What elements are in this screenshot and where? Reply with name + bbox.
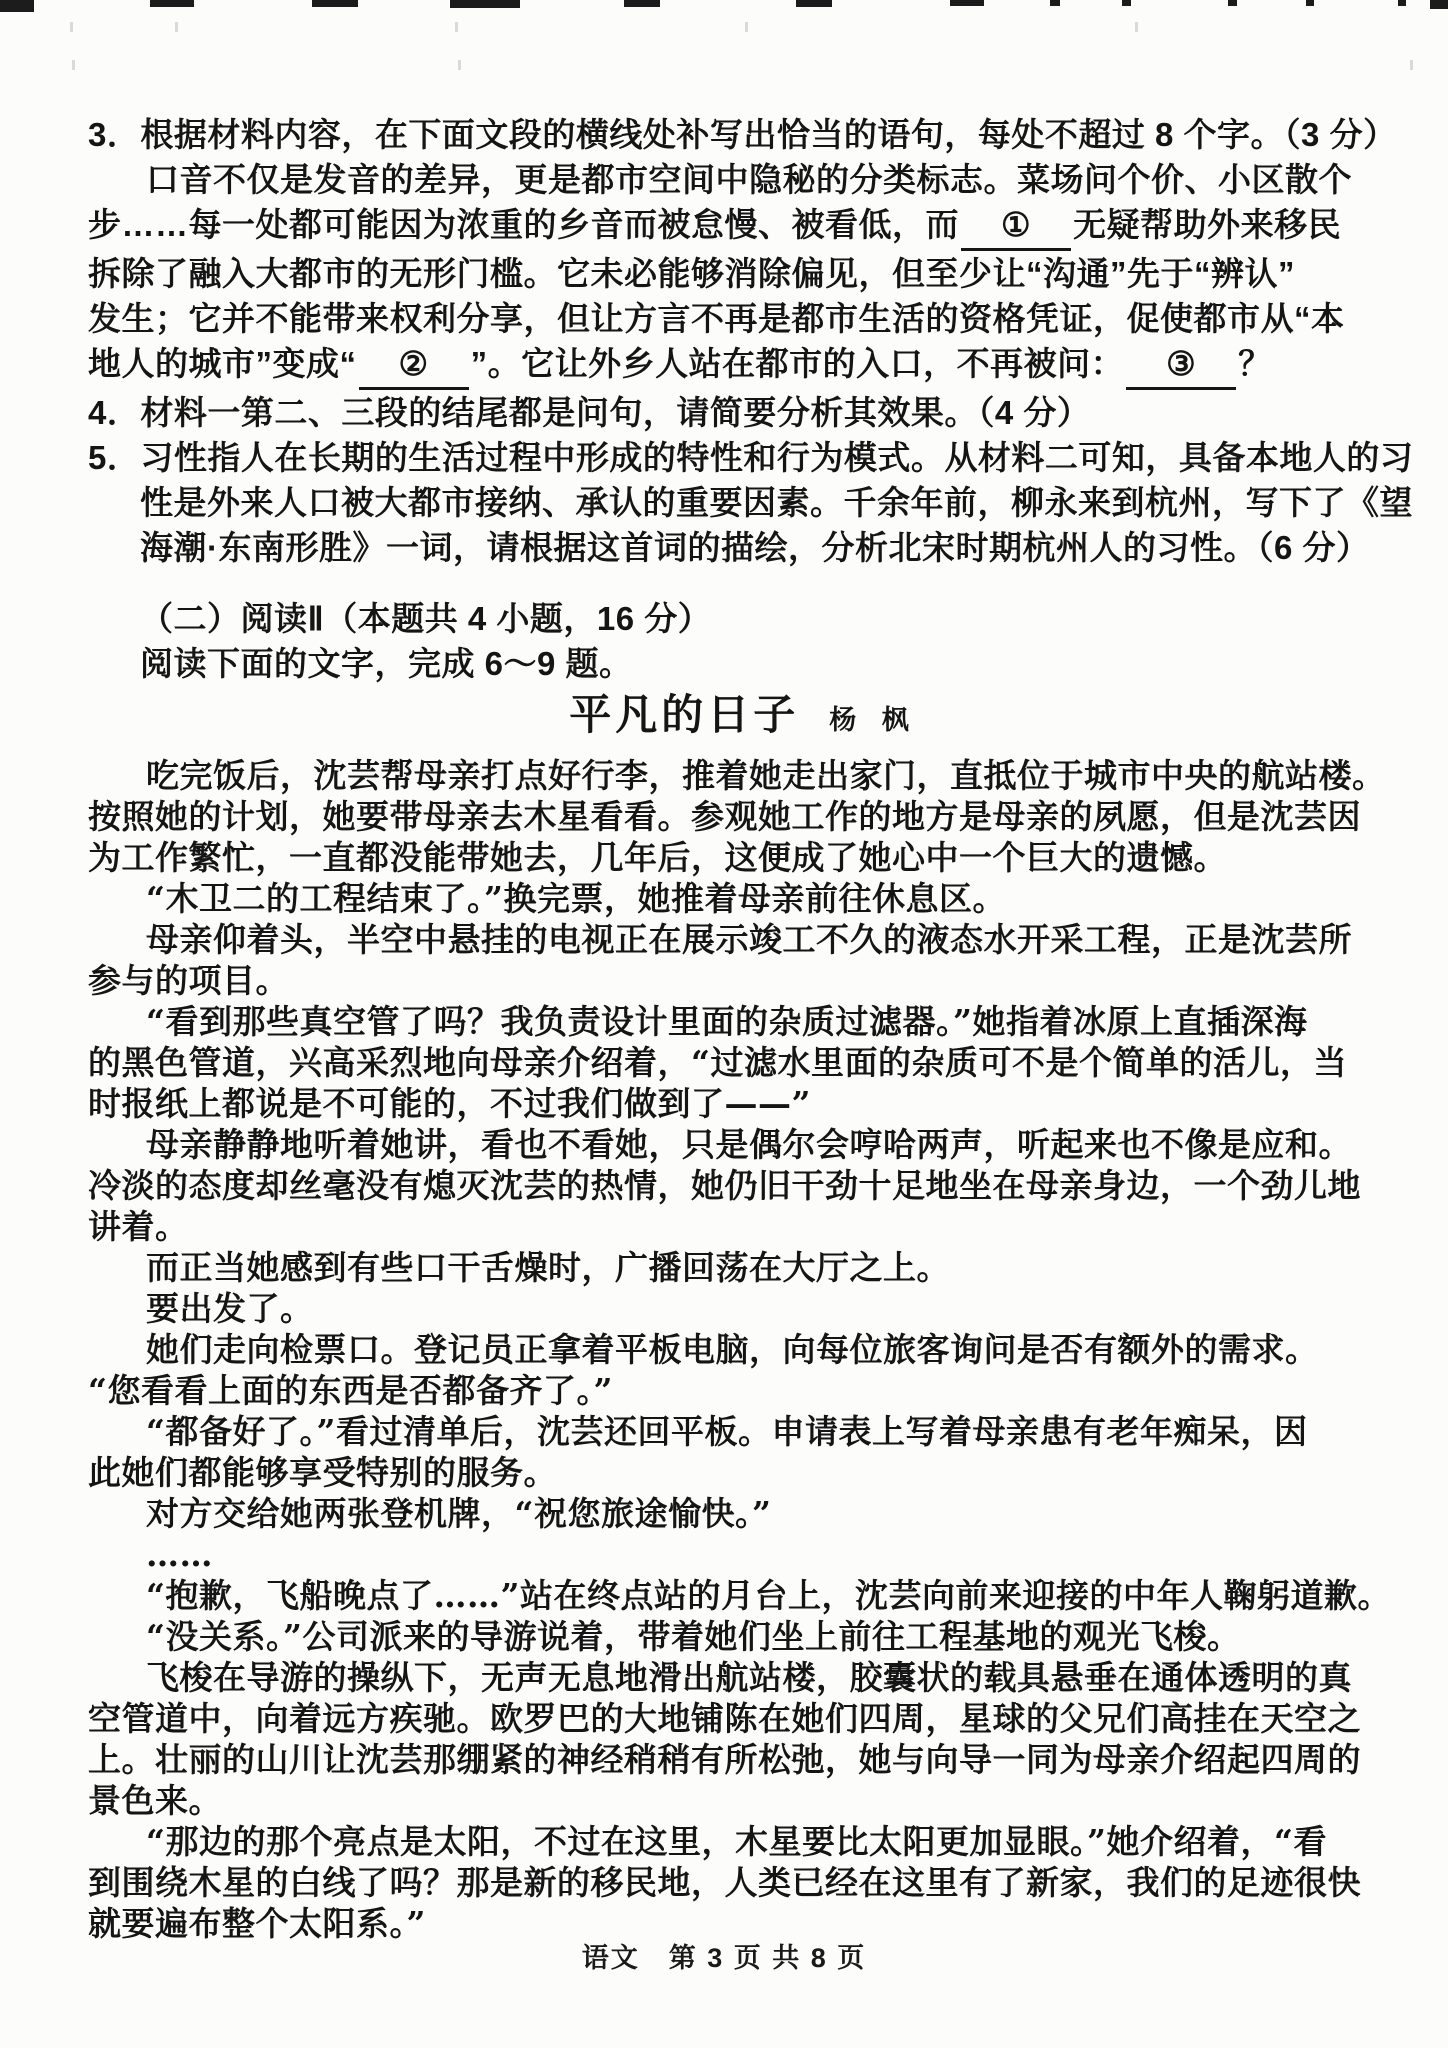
story-author: 杨 枫 — [829, 705, 917, 736]
page-content — [88, 112, 1414, 1944]
story-line: 母亲仰着头，半空中悬挂的电视正在展示竣工不久的液态水开采工程，正是沈芸所 — [146, 920, 1352, 959]
scan-artifact — [175, 22, 178, 32]
story-line: 就要遍布整个太阳系。” — [88, 1904, 426, 1943]
story-line: “看到那些真空管了吗？我负责设计里面的杂质过滤器。”她指着冰原上直插深海 — [146, 1002, 1308, 1041]
scan-artifact — [70, 22, 73, 32]
text-segment: 地人的城市”变成“ — [88, 345, 357, 382]
scan-artifact — [1398, 0, 1406, 6]
story-line: 空管道中，向着远方疾驰。欧罗巴的大地铺陈在她们四周，星球的父兄们高挂在天空之 — [88, 1699, 1361, 1738]
scan-artifact — [1306, 0, 1314, 6]
story-line: 讲着。 — [88, 1207, 189, 1246]
question-3-line-5: 发生；它并不能带来权利分享，但让方言不再是都市生活的资格凭证，促使都市从“本 — [88, 300, 1345, 337]
story-line: “都备好了。”看过清单后，沈芸还回平板。申请表上写着母亲患有老年痴呆，因 — [146, 1412, 1308, 1451]
story-line: 按照她的计划，她要带母亲去木星看看。参观她工作的地方是母亲的夙愿，但是沈芸因 — [88, 797, 1361, 836]
scan-artifact — [450, 0, 520, 8]
story-line: …… — [146, 1535, 213, 1574]
scan-artifact — [1135, 22, 1138, 32]
scan-artifact — [1228, 0, 1237, 6]
page-footer: 语文 第 3 页 共 8 页 — [581, 1943, 867, 1973]
question-3-line-1: 3．根据材料内容，在下面文段的横线处补写出恰当的语句，每处不超过 8 个字。（3 分） — [88, 116, 1397, 153]
story-line: 为工作繁忙，一直都没能带她去，几年后，这便成了她心中一个巨大的遗憾。 — [88, 838, 1227, 877]
story-line: 对方交给她两张登机牌，“祝您旅途愉快。” — [146, 1494, 772, 1533]
story-line: 而正当她感到有些口干舌燥时，广播回荡在大厅之上。 — [146, 1248, 950, 1287]
story-line: “那边的那个亮点是太阳，不过在这里，木星要比太阳更加显眼。”她介绍着，“看 — [146, 1822, 1327, 1861]
story-line: “抱歉，飞船晚点了……”站在终点站的月台上，沈芸向前来迎接的中年人鞠躬道歉。 — [146, 1576, 1391, 1615]
story-line: 此她们都能够享受特别的服务。 — [88, 1453, 557, 1492]
story-title: 平凡的日子 — [569, 691, 800, 738]
answer-blank-2: ② — [359, 341, 469, 390]
story-line: “没关系。”公司派来的导游说着，带着她们坐上前往工程基地的观光飞梭。 — [146, 1617, 1241, 1656]
scan-artifact — [796, 0, 832, 7]
story-line: 时报纸上都说是不可能的，不过我们做到了——” — [88, 1084, 811, 1123]
story-line: 飞梭在导游的操纵下，无声无息地滑出航站楼，胶囊状的载具悬垂在通体透明的真 — [146, 1658, 1352, 1697]
story-line: 参与的项目。 — [88, 961, 289, 1000]
question-3-line-6 — [88, 341, 1398, 390]
scan-artifact — [950, 0, 984, 6]
story-line: 的黑色管道，兴高采烈地向母亲介绍着，“过滤水里面的杂质可不是个简单的活儿，当 — [88, 1043, 1347, 1082]
question-4: 4．材料一第二、三段的结尾都是问句，请简要分析其效果。（4 分） — [88, 394, 1091, 431]
question-5-line-3: 海潮·东南形胜》一词，请根据这首词的描绘，分析北宋时期杭州人的习性。（6 分） — [140, 529, 1370, 566]
story-title-line — [88, 689, 1398, 751]
section-2-heading: （二）阅读Ⅱ（本题共 4 小题，16 分） — [140, 600, 712, 637]
story-line: 冷淡的态度却丝毫没有熄灭沈芸的热情，她仍旧干劲十足地坐在母亲身边，一个劲儿地 — [88, 1166, 1361, 1205]
text-segment: 无疑帮助外来移民 — [1073, 206, 1342, 243]
story-line: “木卫二的工程结束了。”换完票，她推着母亲前往休息区。 — [146, 879, 1006, 918]
story-line: 要出发了。 — [146, 1289, 314, 1328]
answer-blank-1: ① — [961, 202, 1071, 251]
scan-artifact — [1122, 0, 1131, 6]
question-3-line-3 — [88, 202, 1398, 251]
question-5-line-2: 性是外来人口被大都市接纳、承认的重要因素。千余年前，柳永来到杭州，写下了《望 — [140, 484, 1413, 521]
section-2-instruction: 阅读下面的文字，完成 6～9 题。 — [140, 645, 633, 682]
text-segment: ”。它让外乡人站在都市的入口，不再被问： — [470, 345, 1125, 382]
story-line: 她们走向检票口。登记员正拿着平板电脑，向每位旅客询问是否有额外的需求。 — [146, 1330, 1319, 1369]
question-3-line-2: 口音不仅是发音的差异，更是都市空间中隐秘的分类标志。菜场问个价、小区散个 — [146, 161, 1352, 198]
story-line: 景色来。 — [88, 1781, 222, 1820]
question-5-line-1: 5．习性指人在长期的生活过程中形成的特性和行为模式。从材料二可知，具备本地人的习 — [88, 439, 1414, 476]
scan-artifact — [455, 22, 458, 32]
scan-artifact — [1050, 0, 1060, 6]
story-line: “您看看上面的东西是否都备齐了。” — [88, 1371, 613, 1410]
question-3-line-4: 拆除了融入大都市的无形门槛。它未必能够消除偏见，但至少让“沟通”先于“辨认” — [88, 255, 1295, 292]
story-line: 到围绕木星的白线了吗？那是新的移民地，人类已经在这里有了新家，我们的足迹很快 — [88, 1863, 1361, 1902]
text-segment: ？ — [1238, 345, 1272, 382]
scan-artifact — [150, 0, 194, 7]
scan-artifact — [0, 0, 34, 12]
story-passage — [88, 755, 1398, 1944]
story-line: 母亲静静地听着她讲，看也不看她，只是偶尔会哼哈两声，听起来也不像是应和。 — [146, 1125, 1352, 1164]
scan-artifact — [745, 22, 748, 32]
scan-artifact — [624, 0, 660, 7]
story-line: 上。壮丽的山川让沈芸那绷紧的神经稍稍有所松弛，她与向导一同为母亲介绍起四周的 — [88, 1740, 1361, 1779]
scan-artifact — [458, 60, 461, 70]
answer-blank-3: ③ — [1126, 341, 1236, 390]
scan-artifact — [1410, 60, 1413, 70]
scan-artifact — [72, 60, 75, 70]
scan-artifact — [1430, 0, 1448, 9]
scan-artifact — [312, 0, 358, 7]
story-line: 吃完饭后，沈芸帮母亲打点好行李，推着她走出家门，直抵位于城市中央的航站楼。 — [146, 756, 1386, 795]
text-segment: 步……每一处都可能因为浓重的乡音而被怠慢、被看低，而 — [88, 206, 959, 243]
